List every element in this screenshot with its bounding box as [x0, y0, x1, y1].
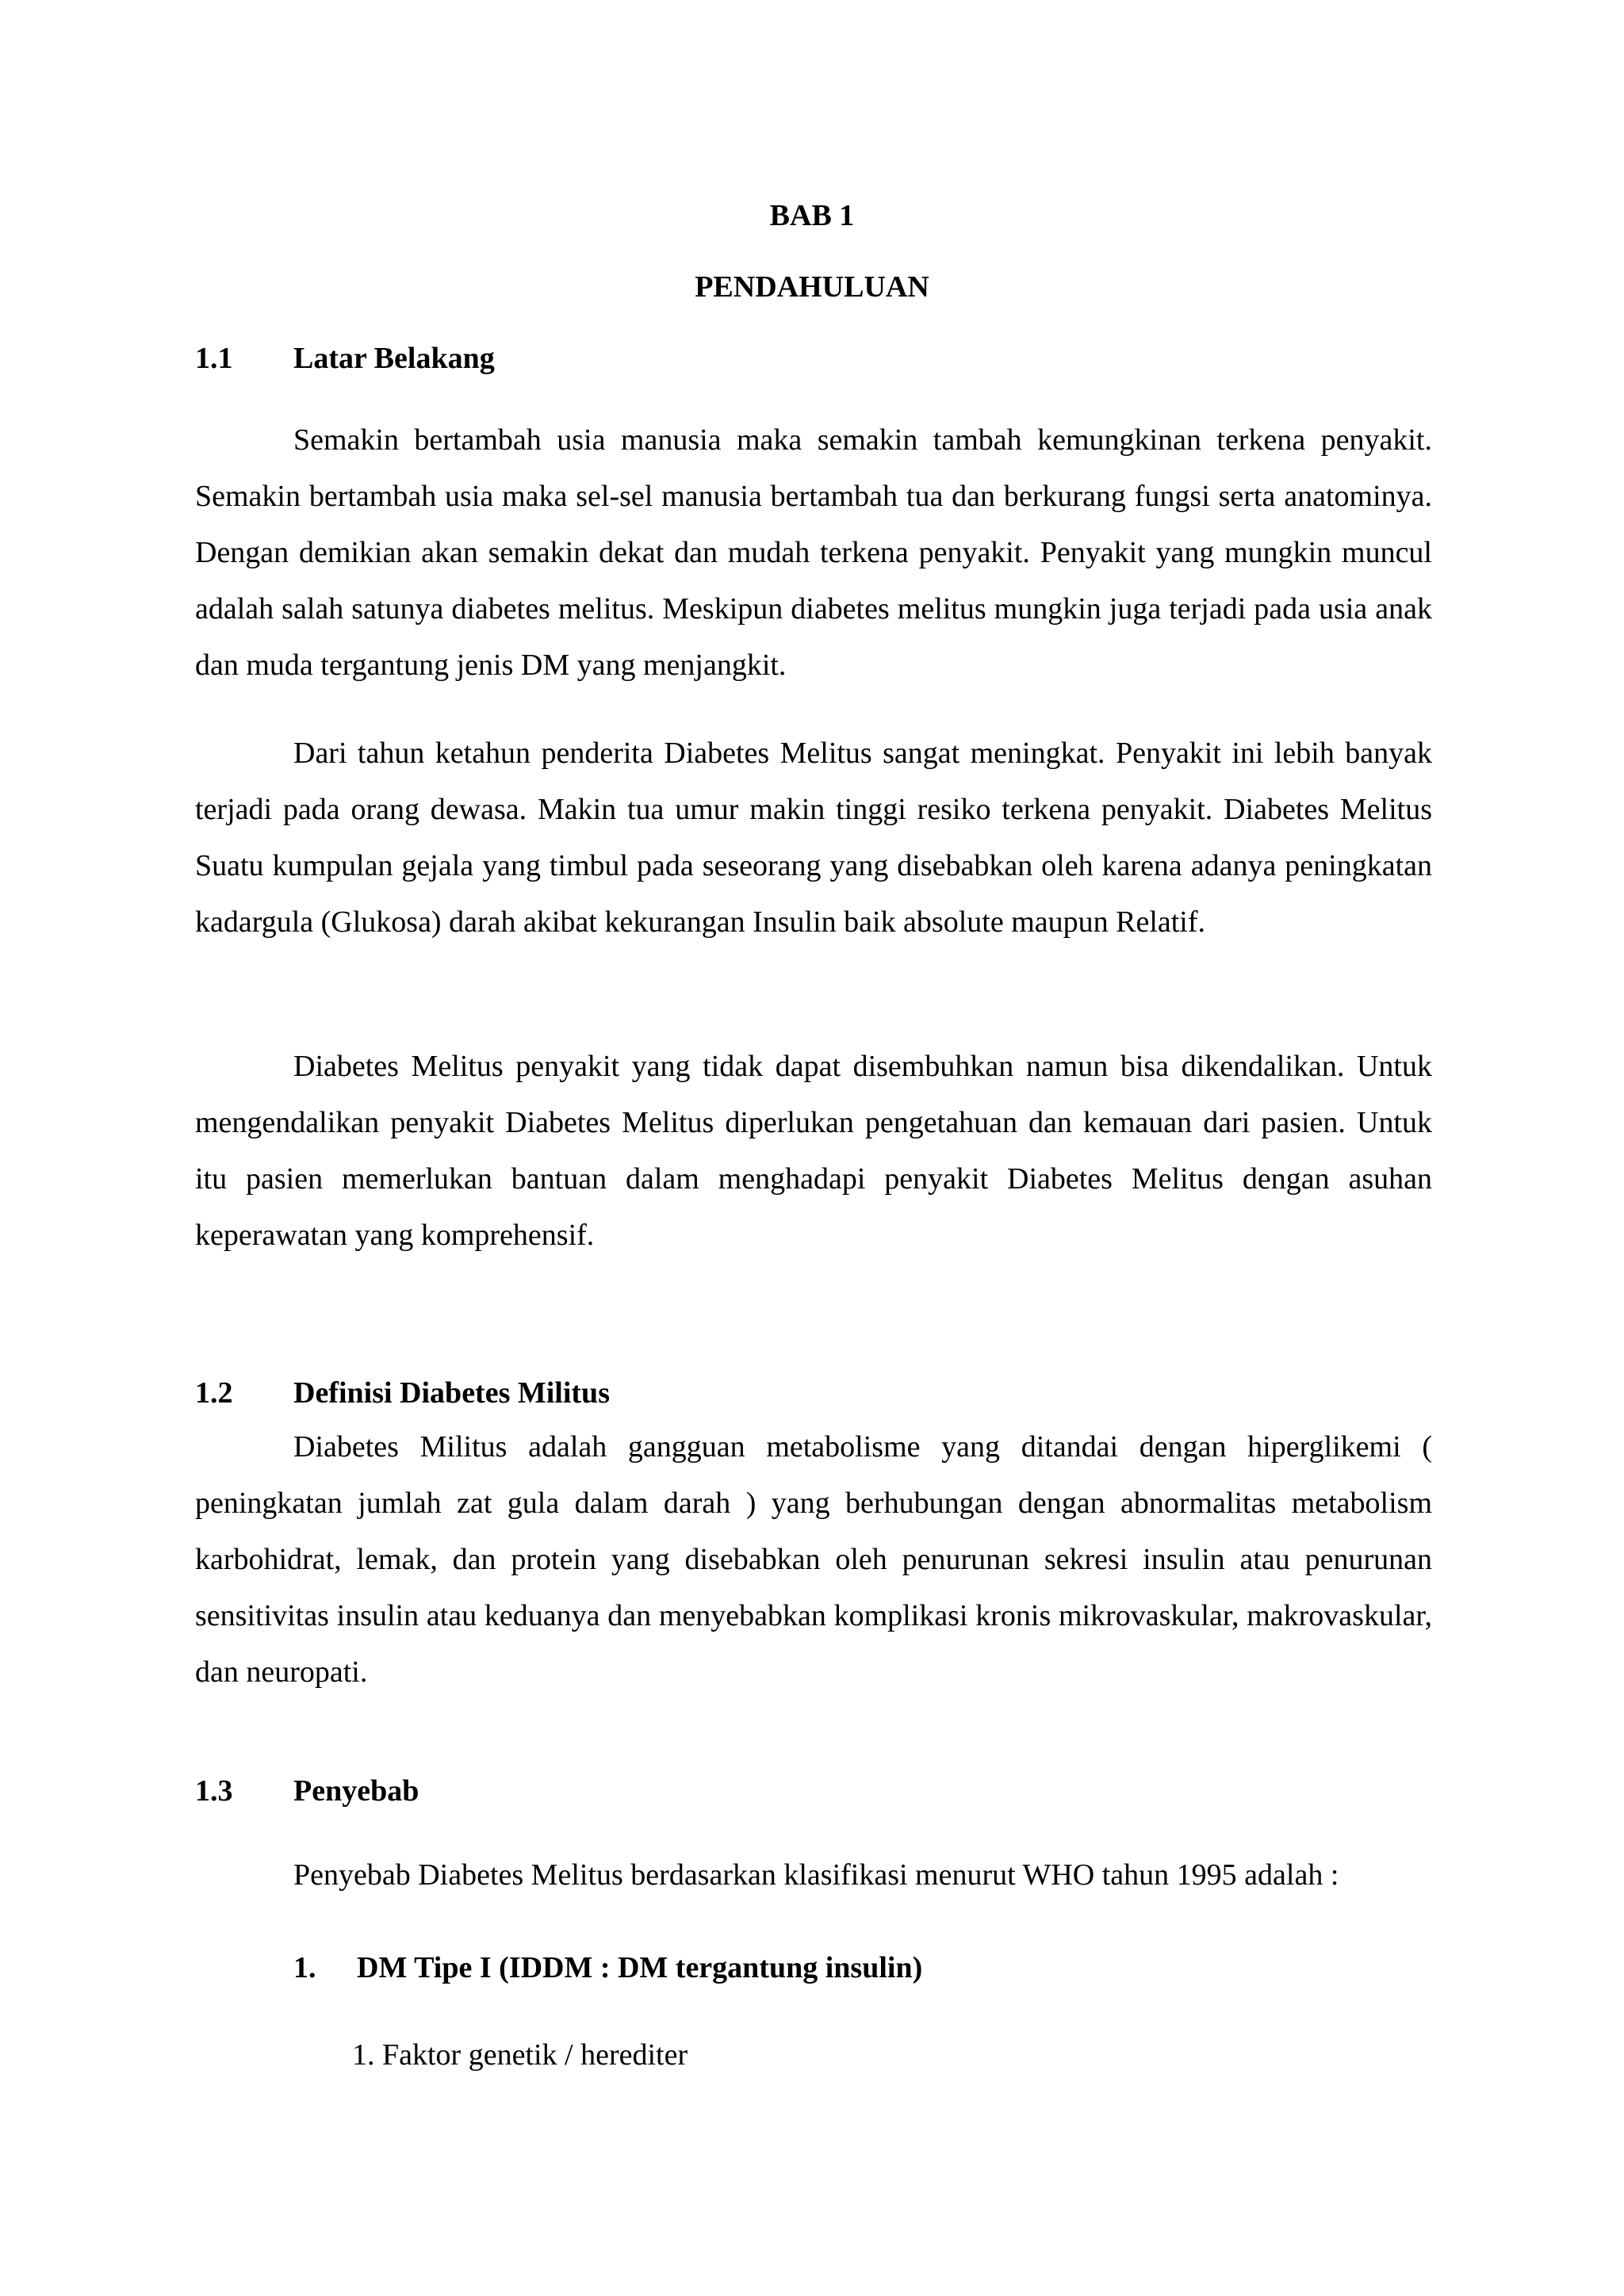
- list-item: 1. Faktor genetik / herediter: [352, 2038, 688, 2072]
- section-title: Penyebab: [293, 1774, 419, 1808]
- section-number: 1.3: [195, 1774, 233, 1808]
- section-title: Latar Belakang: [293, 342, 495, 375]
- paragraph: Diabetes Melitus penyakit yang tidak dapat disembuhkan namun bisa dikendalikan. Untuk mengendalikan penyakit Diabetes Melitus diperlukan pengetahuan dan kemauan dari pasien. Untuk itu pasien memerlukan bantuan dalam menghadapi penyakit Diabetes Melitus dengan asuhan keperawatan yang komprehensif.: [195, 1050, 1432, 1252]
- list-heading-dm-tipe-1: [293, 1950, 922, 1985]
- section-heading-latar-belakang: [195, 341, 495, 376]
- paragraph: Semakin bertambah usia manusia maka semakin tambah kemungkinan terkena penyakit. Semakin bertambah usia maka sel-sel manusia bertambah tua dan berkurang fungsi serta anatominya. Dengan demikian akan semakin dekat dan mudah terkena penyakit. Penyakit yang mungkin muncul adalah salah satunya diabetes melitus. Meskipun diabetes melitus mungkin juga terjadi pada usia anak dan muda tergantung jenis DM yang menjangkit.: [195, 423, 1432, 682]
- paragraph: Dari tahun ketahun penderita Diabetes Melitus sangat meningkat. Penyakit ini lebih banyak terjadi pada orang dewasa. Makin tua umur makin tinggi resiko terkena penyakit. Diabetes Melitus Suatu kumpulan gejala yang timbul pada seseorang yang disebabkan oleh karena adanya peningkatan kadargula (Glukosa) darah akibat kekurangan Insulin baik absolute maupun Relatif.: [195, 737, 1432, 939]
- chapter-title: PENDAHULUAN: [695, 270, 929, 304]
- section-number: 1.2: [195, 1376, 233, 1410]
- section-number: 1.1: [195, 342, 233, 375]
- section-title: Definisi Diabetes Militus: [293, 1376, 610, 1410]
- list-title: DM Tipe I (IDDM : DM tergantung insulin): [357, 1951, 923, 1984]
- paragraph: Diabetes Militus adalah gangguan metabolisme yang ditandai dengan hiperglikemi ( peningkatan jumlah zat gula dalam darah ) yang berhubungan dengan abnormalitas metabolism karbohidrat, lemak, dan protein yang disebabkan oleh penurunan sekresi insulin atau penurunan sensitivitas insulin atau keduanya dan menyebabkan komplikasi kronis mikrovaskular, makrovaskular, dan neuropati.: [195, 1430, 1432, 1689]
- section-heading-penyebab: [195, 1774, 419, 1808]
- list-number: 1.: [293, 1951, 316, 1984]
- chapter-label: BAB 1: [769, 199, 855, 232]
- section-heading-definisi: [195, 1376, 610, 1410]
- paragraph: Penyebab Diabetes Melitus berdasarkan klasifikasi menurut WHO tahun 1995 adalah :: [293, 1858, 1339, 1892]
